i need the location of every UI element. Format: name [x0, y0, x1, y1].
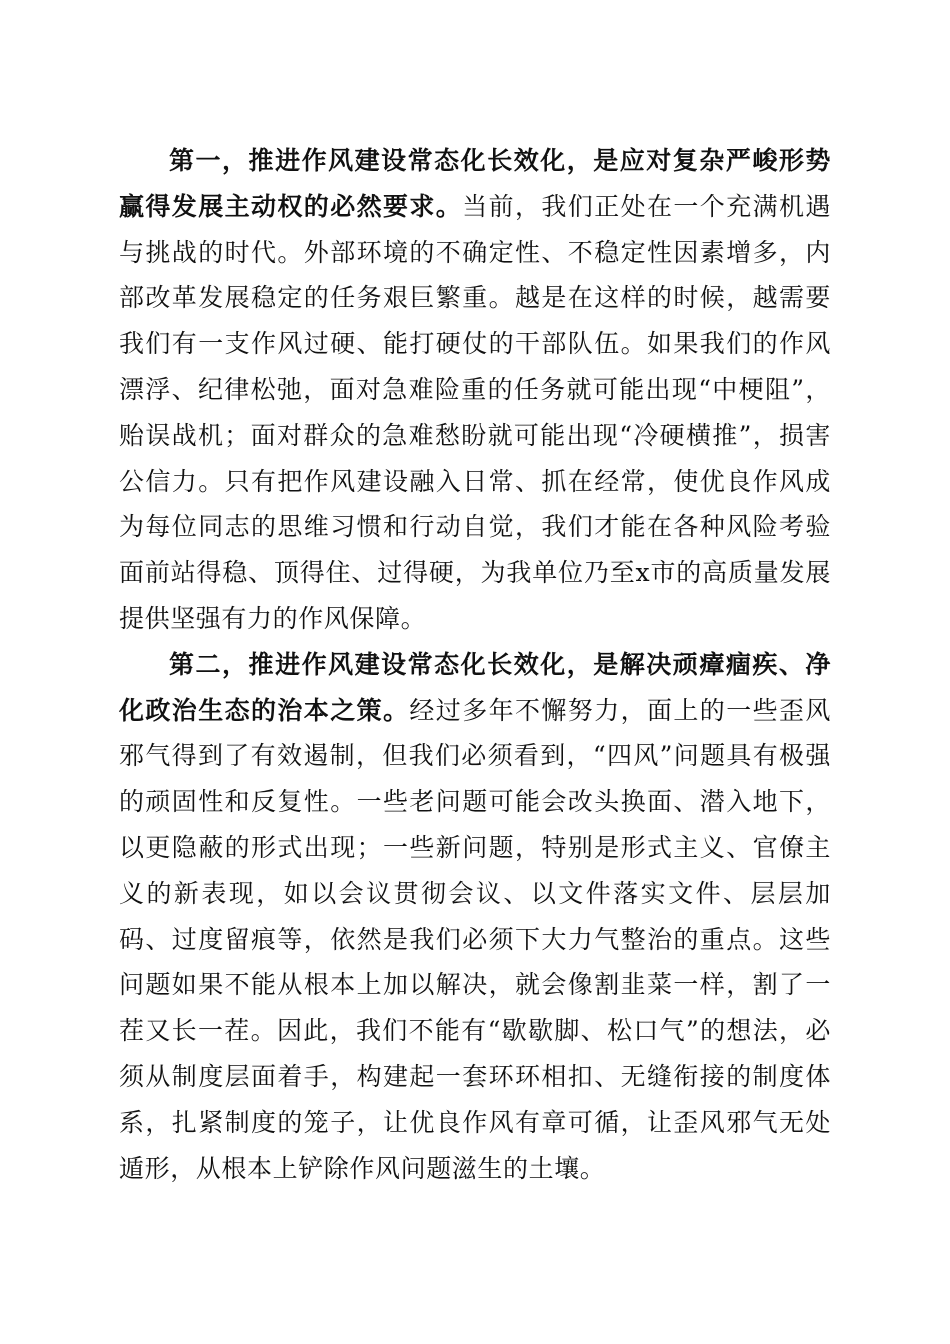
- paragraph-first: [119, 138, 831, 642]
- document-body: [119, 138, 831, 1191]
- paragraph-second: [119, 642, 831, 1192]
- paragraph-first-lead: 第一，推进作风建设常态化长效化，是应对复杂严峻形势赢得发展主动权的必然要求。: [119, 146, 831, 221]
- paragraph-second-lead: 第二，推进作风建设常态化长效化，是解决顽瘴痼疾、净化政治生态的治本之策。: [119, 649, 831, 725]
- paragraph-first-body: 当前，我们正处在一个充满机遇与挑战的时代。外部环境的不确定性、不稳定性因素增多，内部改革发展稳定的任务艰巨繁重。越是在这样的时候，越需要我们有一支作风过硬、能打硬仗的干部队伍。如果我们的作风漂浮、纪律松弛，面对急难险重的任务就可能出现“中梗阻”，贻误战机；面对群众的急难愁盼就可能出现“冷硬横推”，损害公信力。只有把作风建设融入日常、抓在经常，使优良作风成为每位同志的思维习惯和行动自觉，我们才能在各种风险考验面前站得稳、顶得住、过得硬，为我单位乃至x市的高质量发展提供坚强有力的作风保障。: [119, 191, 831, 633]
- paragraph-second-body: 经过多年不懈努力，面上的一些歪风邪气得到了有效遏制，但我们必须看到，“四风”问题具有极强的顽固性和反复性。一些老问题可能会改头换面、潜入地下，以更隐蔽的形式出现；一些新问题，特别是形式主义、官僚主义的新表现，如以会议贯彻会议、以文件落实文件、层层加码、过度留痕等，依然是我们必须下大力气整治的重点。这些问题如果不能从根本上加以解决，就会像割韭菜一样，割了一茬又长一茬。因此，我们不能有“歇歇脚、松口气”的想法，必须从制度层面着手，构建起一套环环相扣、无缝衔接的制度体系，扎紧制度的笼子，让优良作风有章可循，让歪风邪气无处遁形，从根本上铲除作风问题滋生的土壤。: [119, 695, 831, 1183]
